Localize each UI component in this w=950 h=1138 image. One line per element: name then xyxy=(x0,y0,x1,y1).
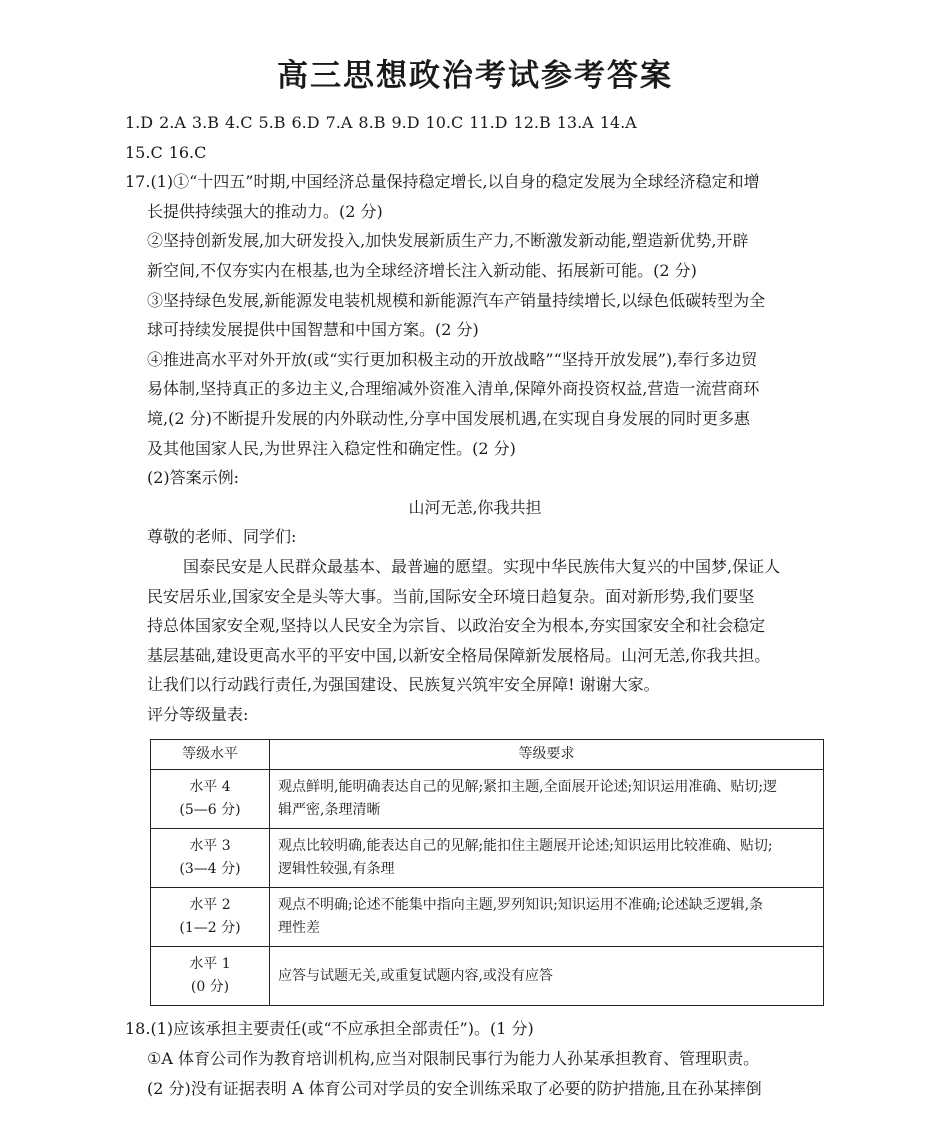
essay-line-4: 基层基础,建设更高水平的平安中国,以新安全格局保障新发展格局。山河无恙,你我共担。 xyxy=(147,645,771,665)
mc-answers xyxy=(125,108,825,167)
mc-answer: 9.D xyxy=(391,113,420,132)
rubric-score: (3—4 分) xyxy=(179,861,241,878)
page-title: 高三思想政治考试参考答案 xyxy=(277,58,673,94)
mc-answer: 4.C xyxy=(224,113,253,132)
mc-answer: 1.D xyxy=(125,113,154,132)
mc-answer: 2.A xyxy=(159,113,186,132)
mc-answer: 12.B xyxy=(513,113,551,132)
rubric-header-row xyxy=(151,740,824,770)
rubric-requirement-line: 观点不明确;论述不能集中指向主题,罗列知识;知识运用不准确;论述缺乏逻辑,条 xyxy=(278,897,764,914)
rubric-requirement-cell xyxy=(270,947,824,1006)
rubric-row xyxy=(151,770,824,829)
essay-line-5: 让我们以行动践行责任,为强国建设、民族复兴筑牢安全屏障! 谢谢大家。 xyxy=(147,675,660,695)
essay-salutation: 尊敬的老师、同学们: xyxy=(147,527,297,547)
q17-p2-line1: ②坚持创新发展,加大研发投入,加快发展新质生产力,不断激发新动能,塑造新优势,开辟 xyxy=(147,231,749,251)
rubric-level-cell xyxy=(151,829,270,888)
rubric-level: 水平 3 xyxy=(189,838,231,855)
q17-part2-label: (2)答案示例: xyxy=(147,468,240,488)
q18-line2: ①A 体育公司作为教育培训机构,应当对限制民事行为能力人孙某承担教育、管理职责。 xyxy=(147,1049,760,1069)
q18-line3: (2 分)没有证据表明 A 体育公司对学员的安全训练采取了必要的防护措施,且在孙某摔倒 xyxy=(147,1078,762,1098)
rubric-row xyxy=(151,947,824,1006)
mc-answers-line-2 xyxy=(125,138,825,168)
rubric-score: (0 分) xyxy=(190,979,230,996)
rubric-row xyxy=(151,829,824,888)
rubric-row xyxy=(151,888,824,947)
rubric-header-requirement: 等级要求 xyxy=(270,740,824,770)
rubric-level-cell xyxy=(151,888,270,947)
mc-answer: 8.B xyxy=(358,113,386,132)
mc-answer: 6.D xyxy=(291,113,320,132)
q17-p1-line2: 长提供持续强大的推动力。(2 分) xyxy=(147,201,383,221)
q17-p4-line1: ④推进高水平对外开放(或“实行更加积极主动的开放战略”“坚持开放发展”),奉行多边贸 xyxy=(147,349,758,369)
q17-p3-line2: 球可持续发展提供中国智慧和中国方案。(2 分) xyxy=(147,320,479,340)
essay-line-1: 国泰民安是人民群众最基本、最普遍的愿望。实现中华民族伟大复兴的中国梦,保证人 xyxy=(183,556,781,576)
q17-p3-line1: ③坚持绿色发展,新能源发电装机规模和新能源汽车产销量持续增长,以绿色低碳转型为全 xyxy=(147,290,766,310)
rubric-level-cell xyxy=(151,770,270,829)
rubric-requirement-line: 辑严密,条理清晰 xyxy=(278,802,381,819)
mc-answer: 5.B xyxy=(258,113,286,132)
rubric-level: 水平 1 xyxy=(189,956,231,973)
q18-line1: 18.(1)应该承担主要责任(或“不应承担全部责任”)。(1 分) xyxy=(125,1019,534,1039)
rubric-requirement-line: 观点比较明确,能表达自己的见解;能扣住主题展开论述;知识运用比较准确、贴切; xyxy=(278,838,773,855)
mc-answers-line-1 xyxy=(125,108,825,138)
mc-answer: 10.C xyxy=(425,113,464,132)
rubric-table xyxy=(150,739,824,1006)
mc-answer: 16.C xyxy=(168,142,207,162)
rubric-header-level: 等级水平 xyxy=(151,740,270,770)
question-18 xyxy=(125,1014,825,1103)
rubric-requirement-cell xyxy=(270,829,824,888)
q17-p4-line3: 境,(2 分)不断提升发展的内外联动性,分享中国发展机遇,在实现自身发展的同时更多惠 xyxy=(147,408,751,428)
rubric-level: 水平 4 xyxy=(189,779,231,796)
mc-answer: 3.B xyxy=(191,113,219,132)
rubric-score: (1—2 分) xyxy=(179,920,241,937)
q17-p1-line1: 17.(1)①“十四五”时期,中国经济总量保持稳定增长,以自身的稳定发展为全球经济稳定和增 xyxy=(125,172,760,192)
essay-line-2: 民安居乐业,国家安全是头等大事。当前,国际安全环境日趋复杂。面对新形势,我们要坚 xyxy=(147,586,755,606)
rubric-requirement-cell xyxy=(270,888,824,947)
rubric-label: 评分等级量表: xyxy=(147,704,249,724)
q17-p2-line2: 新空间,不仅夯实内在根基,也为全球经济增长注入新动能、拓展新可能。(2 分) xyxy=(147,260,697,280)
mc-answer: 11.D xyxy=(469,113,508,132)
mc-answer: 13.A xyxy=(556,113,594,132)
essay-line-3: 持总体国家安全观,坚持以人民安全为宗旨、以政治安全为根本,夯实国家安全和社会稳定 xyxy=(147,616,766,636)
rubric-requirement-line: 应答与试题无关,或重复试题内容,或没有应答 xyxy=(278,967,553,984)
mc-answer: 7.A xyxy=(325,113,353,132)
rubric-requirement-line: 逻辑性较强,有条理 xyxy=(278,861,395,878)
rubric-level: 水平 2 xyxy=(189,897,231,914)
rubric-level-cell xyxy=(151,947,270,1006)
rubric-score: (5—6 分) xyxy=(179,802,241,819)
rubric-requirement-line: 观点鲜明,能明确表达自己的见解;紧扣主题,全面展开论述;知识运用准确、贴切;逻 xyxy=(278,779,778,796)
mc-answer: 14.A xyxy=(599,113,637,132)
q17-p4-line2: 易体制,坚持真正的多边主义,合理缩减外资准入清单,保障外商投资权益,营造一流营商环 xyxy=(147,379,760,399)
essay-title: 山河无恙,你我共担 xyxy=(408,497,542,517)
rubric-requirement-cell xyxy=(270,770,824,829)
question-17 xyxy=(125,167,825,729)
q17-p4-line4: 及其他国家人民,为世界注入稳定性和确定性。(2 分) xyxy=(147,438,516,458)
rubric-requirement-line: 理性差 xyxy=(278,920,320,937)
mc-answer: 15.C xyxy=(125,142,163,162)
